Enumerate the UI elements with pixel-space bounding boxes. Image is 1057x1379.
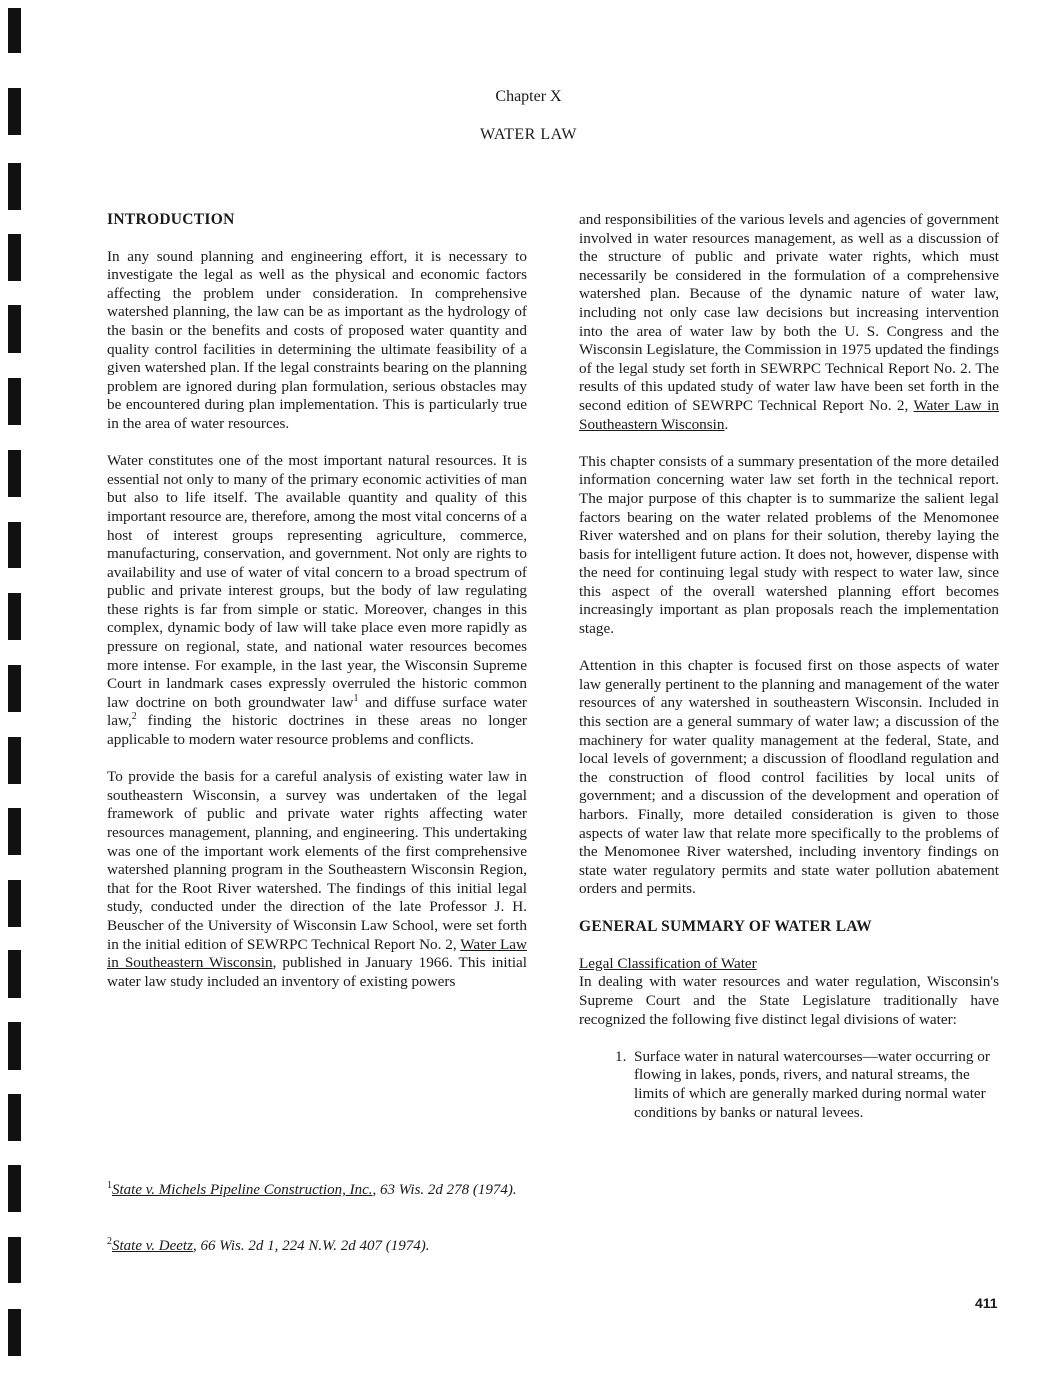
report-title: Water Law in Southeastern Wisconsin (107, 935, 527, 972)
binding-mark (8, 1237, 21, 1283)
paragraph: Water constitutes one of the most important natural resources. It is essential not only to many of the primary economic activities of man but also to life itself. The available quantity and quality of this important resource are, therefore, among the most vital concerns of a host of interest groups representing agriculture, commerce, manufacturing, conservation, and government. Not only are rights to availability and use of water of vital concern to a broad spectrum of public and private interest groups, but the body of law regulating these rights is far from simple or static. Moreover, changes in this complex, dynamic body of law will take place even more rapidly as pressure on regional, state, and national water resources becomes more intense. For example, in the last year, the Wisconsin Supreme Court in landmark cases expressly overruled the historic common law doctrine on both groundwater law$^1$ and diffuse surface water law,$^2$ finding the historic doctrines in these areas no longer applicable to modern water resource problems and conflicts. (107, 452, 527, 749)
paragraph: This chapter consists of a summary presentation of the more detailed information concerning water law set forth in the technical report. The major purpose of this chapter is to summarize the salient legal factors bearing on the water related problems of the Menomonee River watershed and on plans for their solution, thereby laying the basis for intelligent future action. It does not, however, dispense with the need for continuing legal study with respect to water law, since this aspect of the overall watershed planning effort becomes increasingly important as plan proposals reach the implementation stage. (579, 452, 999, 638)
binding-mark (8, 1309, 21, 1356)
binding-mark (8, 665, 21, 712)
paragraph: In any sound planning and engineering effort, it is necessary to investigate the legal as well as the physical and economic factors affecting the problem under consideration. In comprehensive watershed planning, the law can be as important as the hydrology of the basin or the benefits and costs of proposed water quantity and quality control facilities in determining the ultimate feasibility of a given watershed plan. If the legal constraints bearing on the planning problem are ignored during plan formulation, serious obstacles may be encountered during plan implementation. This is particularly true in the area of water resources. (107, 247, 527, 432)
binding-mark (8, 880, 21, 927)
binding-mark (8, 8, 21, 53)
binding-mark (8, 808, 21, 855)
binding-mark (8, 593, 21, 640)
list-item (615, 1048, 999, 1122)
paragraph: In dealing with water resources and water regulation, Wisconsin's Supreme Court and the State Legislature traditionally have recognized the following five distinct legal divisions of water: (579, 973, 999, 1028)
chapter-title: WATER LAW (480, 126, 577, 143)
list-number: 1. (615, 1047, 627, 1065)
report-title: Water Law in Southeastern Wisconsin (579, 396, 999, 433)
paragraph: Attention in this chapter is focused first on those aspects of water law generally pertinent to the planning and management of the water resources of any watershed in southeastern Wisconsin. Included in this section are a general summary of water law; a discussion of the machinery for water quality management at the federal, State, and local levels of government; a discussion of floodland regulation and the construction of flood control facilities by local units of government; and a discussion of the development and operation of harbors. Finally, more detailed consideration is given to those aspects of water law that relate more specifically to the problems of the Menomonee River watershed, including inventory findings on state water regulatory permits and state water pollution abatement orders and permits. (579, 657, 999, 898)
binding-mark (8, 737, 21, 784)
binding-mark (8, 163, 21, 210)
case-name: State v. Michels Pipeline Construction, Inc. (112, 1182, 373, 1198)
paragraph: To provide the basis for a careful analysis of existing water law in southeastern Wisconsin, a survey was undertaken of the legal framework of public and private water rights affecting water resources management, planning, and engineering. This undertaking was one of the important work elements of the first comprehensive watershed planning program in the Southeastern Wisconsin Region, that for the Root River watershed. The findings of this initial legal study, conducted under the direction of the late Professor J. H. Beuscher of the University of Wisconsin Law School, were set forth in the initial edition of SEWRPC Technical Report No. 2, Water Law in Southeastern Wisconsin, published in January 1966. This initial water law study included an inventory of existing powers (107, 768, 528, 990)
binding-mark (8, 522, 21, 568)
section-heading-introduction: INTRODUCTION (107, 211, 235, 228)
subheading-legal-classification: Legal Classification of Water (579, 954, 757, 972)
footnote-2: $^2$State v. Deetz, 66 Wis. 2d 1, 224 N.W. 2d 407 (1974). (107, 1236, 430, 1254)
page-number: 411 (975, 1295, 998, 1311)
chapter-label: Chapter X (495, 88, 562, 105)
case-name: State v. Deetz (112, 1238, 193, 1254)
binding-mark (8, 1165, 21, 1212)
footnote-ref: 2 (131, 711, 137, 723)
binding-mark (8, 1022, 21, 1070)
binding-mark (8, 378, 21, 425)
paragraph: and responsibilities of the various levels and agencies of government involved in water resources management, as well as a discussion of the structure of public and private water rights, which must necessarily be considered in the formulation of a comprehensive watershed plan. Because of the dynamic nature of water law, including not only case law decisions but increasing intervention into the area of water law by both the U. S. Congress and the Wisconsin Legislature, the Commission in 1975 updated the findings of the legal study set forth in SEWRPC Technical Report No. 2. The results of this updated study of water law have been set forth in the second edition of SEWRPC Technical Report No. 2, Water Law in Southeastern Wisconsin. (579, 211, 999, 433)
binding-mark (8, 234, 21, 281)
footnote-ref: 1 (353, 692, 359, 704)
footnote-1: $^1$State v. Michels Pipeline Construction, Inc., 63 Wis. 2d 278 (1974). (107, 1180, 517, 1198)
binding-marks (0, 0, 30, 1379)
right-column (579, 211, 999, 1122)
binding-mark (8, 450, 21, 497)
binding-mark (8, 1094, 21, 1141)
binding-mark (8, 305, 21, 353)
left-column (107, 211, 527, 1010)
binding-mark (8, 950, 21, 998)
section-heading-general-summary: GENERAL SUMMARY OF WATER LAW (579, 917, 872, 935)
list-text: Surface water in natural watercourses—water occurring or flowing in lakes, ponds, rivers, and natural streams, the limits of which are generally marked during normal water conditions by banks or natural levees. (634, 1047, 990, 1121)
